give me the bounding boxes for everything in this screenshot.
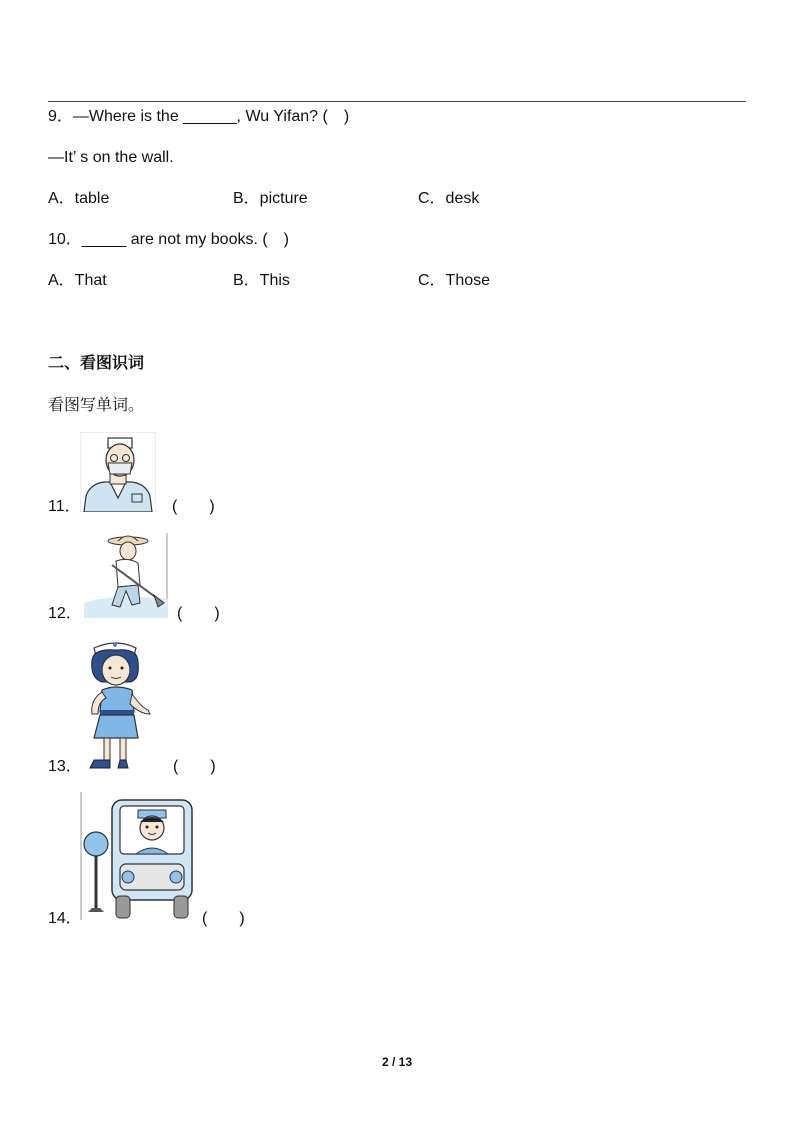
question-10-prompt: 10．_____ are not my books. ( ) [48,231,290,248]
question-9-option-a: A．table [48,190,110,207]
item-13-answer-blank: ( ) [173,758,216,775]
bus-driver-picture [80,792,196,920]
item-12-answer-blank: ( ) [177,605,220,622]
item-11-number: 11． [48,498,81,515]
doctor-picture [80,432,156,512]
item-14-number: 14． [48,910,82,927]
section-heading: 二、看图识词 [48,355,145,372]
question-10-option-b: B．This [233,272,290,289]
question-9-option-c: C．desk [418,190,480,207]
header-rule [48,101,746,102]
question-9-prompt: 9．—Where is the ______, Wu Yifan? ( ) [48,108,350,125]
item-14-answer-blank: ( ) [202,910,245,927]
farmer-picture [82,533,170,618]
item-12-number: 12． [48,605,82,622]
item-11-answer-blank: ( ) [172,498,215,515]
question-10-option-c: C．Those [418,272,491,289]
question-9-reply: —It’ s on the wall. [48,149,174,166]
question-10-option-a: A．That [48,272,107,289]
question-9-option-b: B．picture [233,190,308,207]
nurse-picture [80,638,156,772]
page-number: 2 / 13 [381,1055,413,1069]
item-13-number: 13． [48,758,82,775]
section-instruction: 看图写单词。 [48,397,145,414]
